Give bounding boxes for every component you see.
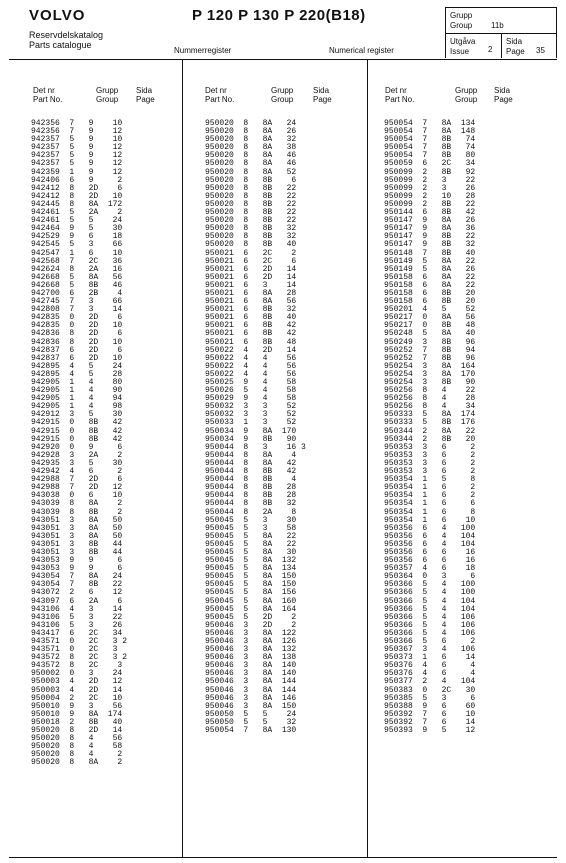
part-row: 942808 7 3 14: [31, 305, 123, 315]
part-row: 950046 3 8A 126: [205, 637, 297, 646]
part-row: 950010 9 3 56: [31, 701, 123, 711]
col2-page-head: [313, 86, 332, 104]
part-row: 950366 5 4 106: [384, 628, 476, 638]
part-row: 942745 7 3 66: [31, 297, 123, 307]
part-row: 950044 8 8A 4: [205, 450, 297, 460]
part-row: 950054 7 8B 74: [384, 143, 476, 153]
col1-group-sv: Grupp: [96, 86, 119, 95]
part-row: 942357 5 9 10: [31, 135, 123, 145]
part-row: 950004 2 2C 10: [31, 693, 123, 703]
part-row: 942920 0 9 6: [31, 442, 123, 452]
part-row: 943051 3 8A 50: [31, 515, 123, 525]
part-row: 950021 6 2D 14: [205, 272, 297, 282]
part-row: 950021 6 3 14: [205, 280, 297, 290]
part-row: 950099 2 10 28: [384, 191, 476, 201]
part-row: 950032 3 3 52: [205, 402, 297, 412]
group-value: 11b: [491, 21, 504, 30]
part-row: 950377 2 4 104: [384, 677, 476, 687]
part-row: 942915 0 8B 42: [31, 418, 123, 428]
part-row: 950054 7 8A 134: [384, 119, 476, 128]
part-row: 943051 3 8A 50: [31, 523, 123, 533]
sida-label: Sida: [506, 37, 523, 46]
part-row: 950020 8 8A 32: [205, 135, 297, 145]
part-row: 942568 7 2C 36: [31, 256, 123, 266]
part-row: 942412 8 2D 6: [31, 183, 123, 193]
part-row: 942905 1 4 80: [31, 378, 123, 387]
part-row: 943106 4 3 14: [31, 604, 123, 614]
col1-page-sv: Sida: [136, 86, 153, 95]
part-row: 942668 5 8B 46: [31, 280, 123, 290]
part-row: 950158 6 8A 22: [384, 272, 476, 282]
part-row: 950046 3 8A 138: [205, 653, 297, 663]
part-row: 950366 5 4 106: [384, 612, 476, 622]
part-row: 950366 5 4 100: [384, 588, 476, 598]
part-row: 950376 4 6 4: [384, 669, 476, 679]
part-row: 950392 7 6 14: [384, 717, 476, 727]
part-row: 950020 8 8A 26: [205, 127, 297, 137]
part-row: 950044 8 8B 32: [205, 499, 297, 509]
col1-partno-sv: Det nr: [33, 86, 55, 95]
part-row: 950147 9 8A 26: [384, 216, 476, 226]
issue-label: Issue: [450, 47, 470, 56]
part-row: 950022 4 4 56: [205, 361, 297, 371]
col3-partno-head: [385, 86, 414, 104]
part-row: 950021 6 8B 32: [205, 305, 297, 315]
part-row: 950029 9 4 58: [205, 394, 297, 404]
part-row: 950020 8 8B 22: [205, 216, 297, 226]
part-row: 950354 1 6 6: [384, 499, 476, 509]
part-row: 950045 5 8A 150: [205, 572, 297, 582]
part-row: 950256 8 4 34: [384, 402, 476, 412]
part-row: 943051 3 8B 44: [31, 547, 123, 557]
part-row: 950158 6 8B 20: [384, 288, 476, 298]
part-row: 950020 8 8B 22: [205, 191, 297, 201]
part-row: 950044 8 8A 42: [205, 458, 297, 468]
catalog-title-en: Parts catalogue: [29, 40, 92, 50]
part-row: 950252 7 8B 96: [384, 353, 476, 363]
part-row: 942942 4 6 2: [31, 467, 123, 477]
part-row: 950054 7 8A 130: [205, 726, 297, 736]
part-row: 942835 0 2D 6: [31, 313, 123, 323]
part-row: 950045 5 3 58: [205, 523, 297, 533]
part-row: 942928 3 2A 2: [31, 450, 123, 460]
part-row: 950099 2 3 22: [384, 175, 476, 185]
part-row: 942988 7 2D 12: [31, 483, 123, 493]
part-row: 950252 7 8B 94: [384, 345, 476, 355]
part-row: 950254 3 8B 90: [384, 378, 476, 387]
part-row: 942357 5 9 12: [31, 143, 123, 153]
part-row: 950144 6 8B 42: [384, 208, 476, 218]
issue-value: 2: [488, 45, 493, 54]
part-row: 943051 3 8B 44: [31, 539, 123, 549]
col3-group-en: Group: [455, 95, 478, 104]
part-row: 950383 0 2C 30: [384, 685, 476, 695]
part-row: 950354 1 6 8: [384, 507, 476, 517]
part-row: 950020 8 8B 32: [205, 232, 297, 242]
part-row: 950050 5 5 24: [205, 709, 297, 719]
part-row: 942905 1 4 90: [31, 386, 123, 396]
part-row: 950021 6 8A 56: [205, 297, 297, 307]
part-row: 942915 0 8B 42: [31, 434, 123, 444]
part-row: 950046 3 8A 132: [205, 645, 297, 655]
part-row: 950020 8 8B 22: [205, 183, 297, 193]
col1-page-head: [136, 86, 155, 104]
part-row: 950022 4 4 56: [205, 353, 297, 363]
part-row: 950021 6 8B 48: [205, 337, 297, 347]
part-row: 942905 1 4 98: [31, 402, 123, 412]
part-row: 950045 5 3 30: [205, 515, 297, 525]
part-row: 942668 5 8A 56: [31, 272, 123, 282]
part-row: 950249 3 8B 96: [384, 337, 476, 347]
part-row: 950388 9 6 60: [384, 701, 476, 711]
part-row: 950010 9 8A 174: [31, 709, 123, 719]
part-row: 950354 1 6 10: [384, 515, 476, 525]
part-row: 950020 8 8A 2: [31, 758, 123, 768]
part-row: 950020 8 8A 46: [205, 159, 297, 169]
part-row: 950217 0 8A 56: [384, 313, 476, 323]
column-divider-1: [182, 59, 183, 857]
register-title-sv: Nummerregister: [174, 46, 232, 55]
part-row: 943072 2 6 12: [31, 588, 123, 598]
part-row: 950020 8 8B 6: [205, 175, 297, 185]
part-row: 942545 5 3 66: [31, 240, 123, 250]
part-row: 942837 6 2D 10: [31, 353, 123, 363]
part-row: 950393 9 5 12: [384, 726, 476, 736]
part-row: 950050 5 5 32: [205, 717, 297, 727]
col1-group-en: Group: [96, 95, 119, 104]
part-row: 950353 3 6 2: [384, 458, 476, 468]
col2-page-en: Page: [313, 95, 332, 104]
part-row: 950366 5 6 2: [384, 637, 476, 646]
part-row: 943572 8 2C 3 2: [31, 653, 128, 663]
part-row: 942895 4 5 24: [31, 361, 123, 371]
part-row: 943417 6 2C 34: [31, 628, 123, 638]
part-row: 950099 2 8B 22: [384, 199, 476, 209]
page-label: Page: [506, 47, 525, 56]
part-row: 942624 8 2A 16: [31, 264, 123, 274]
part-row: 950020 8 2D 14: [31, 726, 123, 736]
part-row: 950385 5 3 6: [384, 693, 476, 703]
part-row: 942529 9 6 18: [31, 232, 123, 242]
part-row: 950353 3 6 2: [384, 467, 476, 477]
part-row: 950046 3 8A 144: [205, 677, 297, 687]
part-row: 942700 6 2B 4: [31, 288, 123, 298]
part-row: 950045 5 8A 156: [205, 588, 297, 598]
footer-rule: [9, 857, 557, 858]
part-row: 950099 2 8B 92: [384, 167, 476, 177]
part-row: 950333 5 8B 176: [384, 418, 476, 428]
parts-column-3: [384, 120, 475, 735]
part-row: 950045 5 8A 22: [205, 531, 297, 541]
part-row: 950045 5 8A 150: [205, 580, 297, 590]
group-label: Group: [450, 21, 473, 30]
info-box: [445, 7, 557, 58]
part-row: 950020 8 8B 32: [205, 224, 297, 234]
col1-group-head: [96, 86, 118, 104]
part-row: 943106 5 3 26: [31, 620, 123, 630]
part-row: 950002 0 3 24: [31, 669, 123, 679]
part-row: 950366 5 4 104: [384, 596, 476, 606]
part-row: 950045 5 2D 2: [205, 612, 297, 622]
part-row: 950021 6 8B 42: [205, 329, 297, 339]
catalog-title-sv: Reservdelskatalog: [29, 30, 104, 40]
part-row: 950147 9 8B 32: [384, 240, 476, 250]
part-row: 942935 3 5 30: [31, 458, 123, 468]
part-row: 943571 0 2C 3 2: [31, 637, 128, 646]
col2-group-sv: Grupp: [271, 86, 294, 95]
part-row: 950148 7 8B 40: [384, 248, 476, 258]
part-row: 943054 7 8A 24: [31, 572, 123, 582]
part-row: 950046 3 8A 144: [205, 685, 297, 695]
part-row: 942464 9 5 30: [31, 224, 123, 234]
part-row: 950217 0 8B 48: [384, 321, 476, 331]
part-row: 950044 8 8B 4: [205, 475, 297, 485]
page-value: 35: [536, 46, 545, 55]
col3-partno-sv: Det nr: [385, 86, 407, 95]
col2-page-sv: Sida: [313, 86, 330, 95]
part-row: 942356 7 9 12: [31, 127, 123, 137]
header-rule: [9, 59, 557, 60]
part-row: 942837 6 2D 6: [31, 345, 123, 355]
col3-page-en: Page: [494, 95, 513, 104]
col3-group-sv: Grupp: [455, 86, 478, 95]
part-row: 950149 5 8A 22: [384, 256, 476, 266]
part-row: 942359 1 9 12: [31, 167, 123, 177]
part-row: 950147 9 8A 36: [384, 224, 476, 234]
part-row: 950059 6 2C 34: [384, 159, 476, 169]
part-row: 950045 5 8A 132: [205, 556, 297, 566]
part-row: 950020 8 4 56: [31, 734, 123, 744]
part-row: 950344 2 8B 20: [384, 434, 476, 444]
part-row: 950333 5 8A 174: [384, 410, 476, 420]
parts-column-1: [31, 120, 127, 768]
part-row: 950045 5 8A 30: [205, 547, 297, 557]
part-row: 943051 3 8A 50: [31, 531, 123, 541]
column-divider-2: [367, 59, 368, 857]
part-row: 950033 1 3 52: [205, 418, 297, 428]
part-row: 950344 2 8A 22: [384, 426, 476, 436]
part-row: 950045 5 8A 22: [205, 539, 297, 549]
brand-logo: VOLVO: [29, 7, 86, 24]
part-row: 950046 3 8A 146: [205, 693, 297, 703]
part-row: 943097 6 2A 6: [31, 596, 123, 606]
part-row: 950158 6 8B 20: [384, 297, 476, 307]
part-row: 950354 1 6 2: [384, 483, 476, 493]
part-row: 950021 6 8A 28: [205, 288, 297, 298]
part-row: 942836 8 2D 6: [31, 329, 123, 339]
part-row: 942895 4 5 28: [31, 369, 123, 379]
col3-page-sv: Sida: [494, 86, 511, 95]
parts-column-2: [205, 120, 306, 735]
part-row: 942445 8 8A 172: [31, 199, 123, 209]
part-row: 943039 8 8B 2: [31, 507, 123, 517]
col3-page-head: [494, 86, 513, 104]
part-row: 950026 5 4 58: [205, 386, 297, 396]
part-row: 950046 3 8A 140: [205, 669, 297, 679]
col2-group-head: [271, 86, 293, 104]
part-row: 942547 1 6 10: [31, 248, 123, 258]
part-row: 950044 8 8B 42: [205, 467, 297, 477]
model-title: P 120 P 130 P 220(B18): [192, 7, 366, 24]
part-row: 950045 5 8A 164: [205, 604, 297, 614]
part-row: 950354 1 5 8: [384, 475, 476, 485]
part-row: 950025 9 4 58: [205, 378, 297, 387]
part-row: 950044 8 2A 8: [205, 507, 297, 517]
part-row: 942915 0 8B 42: [31, 426, 123, 436]
part-row: 950366 5 4 106: [384, 620, 476, 630]
part-row: 942412 8 2D 10: [31, 191, 123, 201]
part-row: 942356 7 9 10: [31, 119, 123, 128]
part-row: 942461 5 5 24: [31, 216, 123, 226]
part-row: 950022 4 4 56: [205, 369, 297, 379]
col2-group-en: Group: [271, 95, 294, 104]
part-row: 950020 8 4 58: [31, 742, 123, 752]
part-row: 942406 6 9 2: [31, 175, 123, 185]
part-row: 950366 5 4 104: [384, 604, 476, 614]
part-row: 950248 5 8A 40: [384, 329, 476, 339]
part-row: 950020 8 8A 38: [205, 143, 297, 153]
register-title-en: Numerical register: [329, 46, 394, 55]
part-row: 950254 3 8A 170: [384, 369, 476, 379]
col2-partno-head: [205, 86, 234, 104]
part-row: 950353 3 6 2: [384, 450, 476, 460]
part-row: 950149 5 8A 26: [384, 264, 476, 274]
part-row: 943572 8 2C 3: [31, 661, 123, 671]
part-row: 942836 8 2D 10: [31, 337, 123, 347]
part-row: 950021 6 8B 40: [205, 313, 297, 323]
page-header: [9, 7, 557, 59]
part-row: 950392 7 6 10: [384, 709, 476, 719]
part-row: 950356 6 4 104: [384, 531, 476, 541]
part-row: 950046 3 8A 122: [205, 628, 297, 638]
part-row: 950366 5 4 100: [384, 580, 476, 590]
part-row: 950044 8 8B 28: [205, 483, 297, 493]
part-row: 950099 2 3 26: [384, 183, 476, 193]
part-row: 943039 8 8A 2: [31, 499, 123, 509]
part-row: 950256 8 4 22: [384, 386, 476, 396]
part-row: 943106 5 3 22: [31, 612, 123, 622]
part-row: 950020 8 8B 22: [205, 208, 297, 218]
part-row: 942357 5 9 12: [31, 151, 123, 161]
utgava-label: Utgåva: [450, 37, 476, 46]
part-row: 943038 0 6 10: [31, 491, 123, 501]
part-row: 950376 4 6 4: [384, 661, 476, 671]
part-row: 950020 8 8B 40: [205, 240, 297, 250]
part-row: 950021 6 2C 6: [205, 256, 297, 266]
part-row: 950254 3 8A 164: [384, 361, 476, 371]
part-row: 950020 8 8A 52: [205, 167, 297, 177]
part-row: 943571 0 2C 3: [31, 645, 118, 655]
col1-partno-en: Part No.: [33, 95, 63, 104]
part-row: 950022 4 2D 14: [205, 345, 297, 355]
part-row: 950045 5 8A 134: [205, 564, 297, 574]
part-row: 950020 8 4 2: [31, 750, 123, 760]
part-row: 950044 8 8B 28: [205, 491, 297, 501]
part-row: 950021 6 2C 2: [205, 248, 297, 258]
part-row: 950357 4 6 18: [384, 564, 476, 574]
part-row: 950020 8 8A 24: [205, 119, 297, 128]
part-row: 950044 8 3 16 3: [205, 442, 306, 452]
part-row: 950354 1 6 2: [384, 491, 476, 501]
part-row: 950201 4 5 52: [384, 305, 476, 315]
part-row: 950046 3 8A 150: [205, 701, 297, 711]
part-row: 950020 8 8A 46: [205, 151, 297, 161]
part-row: 950356 6 4 104: [384, 539, 476, 549]
part-row: 950020 8 8B 22: [205, 199, 297, 209]
part-row: 942905 1 4 94: [31, 394, 123, 404]
part-row: 950353 3 6 2: [384, 442, 476, 452]
part-row: 950034 9 8A 170: [205, 426, 297, 436]
part-row: 950003 4 2D 12: [31, 677, 123, 687]
col2-partno-sv: Det nr: [205, 86, 227, 95]
part-row: 950003 4 2D 14: [31, 685, 123, 695]
col2-partno-en: Part No.: [205, 95, 235, 104]
part-row: 950034 9 8B 90: [205, 434, 297, 444]
part-row: 950356 6 6 16: [384, 556, 476, 566]
part-row: 950158 6 8A 22: [384, 280, 476, 290]
part-row: 950256 8 4 28: [384, 394, 476, 404]
part-row: 942461 5 2A 2: [31, 208, 123, 218]
grupp-label: Grupp: [450, 11, 473, 20]
part-row: 950021 6 8B 42: [205, 321, 297, 331]
part-row: 950021 6 2D 14: [205, 264, 297, 274]
part-row: 942835 0 2D 10: [31, 321, 123, 331]
part-row: 950054 7 8B 80: [384, 151, 476, 161]
part-row: 950032 3 3 52: [205, 410, 297, 420]
part-row: 942912 3 5 30: [31, 410, 123, 420]
part-row: 950373 1 6 14: [384, 653, 476, 663]
part-row: 950018 2 8B 40: [31, 717, 123, 727]
part-row: 942357 5 9 12: [31, 159, 123, 169]
part-row: 950147 9 8B 22: [384, 232, 476, 242]
part-row: 950364 0 3 6: [384, 572, 476, 582]
col3-partno-en: Part No.: [385, 95, 415, 104]
part-row: 950045 5 8A 160: [205, 596, 297, 606]
part-row: 950054 7 8B 74: [384, 135, 476, 145]
part-row: 943053 9 9 6: [31, 564, 123, 574]
col1-page-en: Page: [136, 95, 155, 104]
col3-group-head: [455, 86, 477, 104]
part-row: 950054 7 8A 148: [384, 127, 476, 137]
part-row: 950046 3 2D 2: [205, 620, 297, 630]
part-row: 950046 3 8A 140: [205, 661, 297, 671]
part-row: 950356 6 6 16: [384, 547, 476, 557]
part-row: 942988 7 2D 6: [31, 475, 123, 485]
col1-partno-head: [33, 86, 62, 104]
part-row: 950356 6 4 100: [384, 523, 476, 533]
part-row: 943053 9 9 6: [31, 556, 123, 566]
part-row: 950367 3 4 106: [384, 645, 476, 655]
part-row: 943054 7 8B 22: [31, 580, 123, 590]
